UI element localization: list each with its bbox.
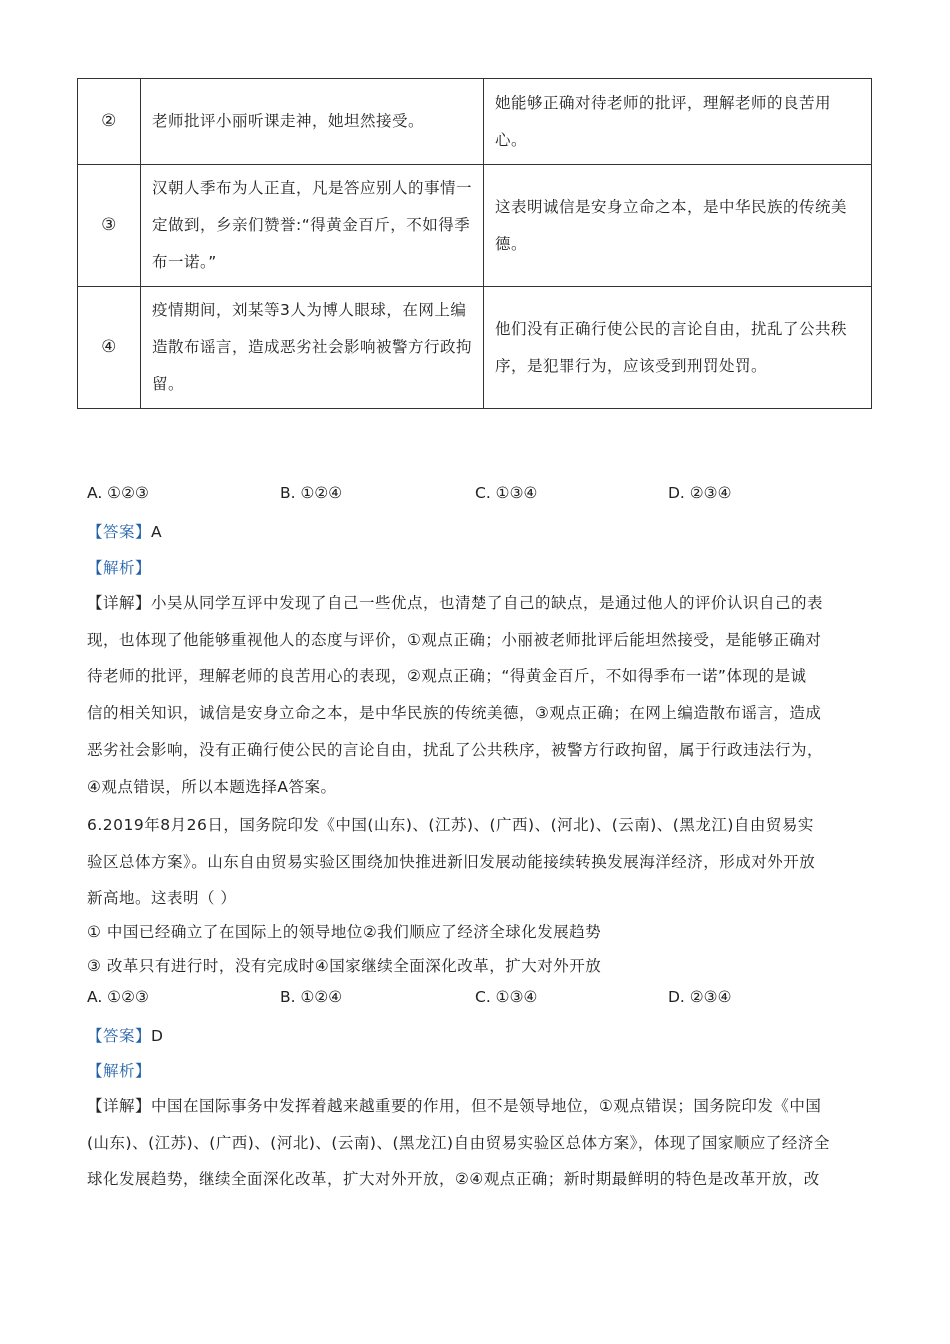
q6-option-d: D. ②③④ (668, 988, 732, 1006)
q6-option-a: A. ①②③ (87, 988, 149, 1006)
row-number: ③ (78, 165, 141, 287)
q6-stem-line: 新高地。这表明（ ） (87, 889, 237, 907)
q5-detail-line: 待老师的批评，理解老师的良苦用心的表现，②观点正确；“得黄金百斤，不如得季布一诺”体现的是诚 (87, 667, 807, 685)
view-cell: 她能够正确对待老师的批评，理解老师的良苦用心。 (484, 79, 872, 165)
table-row (78, 165, 872, 287)
q5-detail-line: 信的相关知识，诚信是安身立命之本，是中华民族的传统美德，③观点正确；在网上编造散布谣言，造成 (87, 704, 822, 722)
question-5-table (77, 78, 872, 409)
answer-value: D (151, 1027, 164, 1045)
q6-statement: ③ 改革只有进行时，没有完成时④国家继续全面深化改革，扩大对外开放 (87, 957, 602, 975)
q6-analysis-label: 【解析】 (87, 1062, 152, 1080)
row-number: ④ (78, 287, 141, 409)
view-cell: 这表明诚信是安身立命之本，是中华民族的传统美德。 (484, 165, 872, 287)
q5-detail-line: 【详解】小吴从同学互评中发现了自己一些优点，也清楚了自己的缺点，是通过他人的评价认识自己的表 (87, 594, 824, 612)
q6-option-b: B. ①②④ (280, 988, 343, 1006)
q5-detail-line: ④观点错误，所以本题选择A答案。 (87, 778, 337, 796)
answer-value: A (151, 523, 163, 541)
detail-label: 【详解】 (87, 594, 152, 612)
detail-label: 【详解】 (87, 1097, 152, 1115)
q5-answer (87, 520, 162, 542)
row-number: ② (78, 79, 141, 165)
table-row (78, 287, 872, 409)
table-row (78, 79, 872, 165)
q5-analysis-label: 【解析】 (87, 559, 152, 577)
answer-label: 【答案】 (87, 523, 152, 541)
q6-detail-line: (山东)、(江苏)、(广西)、(河北)、(云南)、(黑龙江)自由贸易实验区总体方案》，体现了国家顺应了经济全 (87, 1134, 830, 1152)
q6-detail-line: 【详解】中国在国际事务中发挥着越来越重要的作用，但不是领导地位，①观点错误；国务院印发《中国 (87, 1097, 822, 1115)
q6-detail-line: 球化发展趋势，继续全面深化改革，扩大对外开放，②④观点正确；新时期最鲜明的特色是改革开放，改 (87, 1170, 820, 1188)
q6-stem-line: 6.2019年8月26日，国务院印发《中国(山东)、(江苏)、(广西)、(河北)、(云南)、(黑龙江)自由贸易实 (87, 816, 814, 834)
q6-answer (87, 1024, 163, 1046)
view-cell: 他们没有正确行使公民的言论自由，扰乱了公共秩序，是犯罪行为，应该受到刑罚处罚。 (484, 287, 872, 409)
event-cell: 疫情期间，刘某等3人为博人眼球，在网上编造散布谣言，造成恶劣社会影响被警方行政拘留。 (141, 287, 484, 409)
answer-label: 【答案】 (87, 1027, 152, 1045)
q5-option-d: D. ②③④ (668, 484, 732, 502)
q5-detail-line: 恶劣社会影响，没有正确行使公民的言论自由，扰乱了公共秩序，被警方行政拘留，属于行政违法行为， (87, 741, 824, 759)
q6-option-c: C. ①③④ (475, 988, 538, 1006)
q5-option-a: A. ①②③ (87, 484, 149, 502)
q5-detail-line: 现，也体现了他能够重视他人的态度与评价，①观点正确；小丽被老师批评后能坦然接受，是能够正确对 (87, 631, 822, 649)
q6-stem-line: 验区总体方案》。山东自由贸易实验区围绕加快推进新旧发展动能接续转换发展海洋经济，形成对外开放 (87, 853, 816, 871)
event-cell: 老师批评小丽听课走神，她坦然接受。 (141, 79, 484, 165)
event-cell: 汉朝人季布为人正直，凡是答应别人的事情一定做到，乡亲们赞誉:“得黄金百斤，不如得季布一诺。” (141, 165, 484, 287)
q6-statement: ① 中国已经确立了在国际上的领导地位②我们顺应了经济全球化发展趋势 (87, 923, 602, 941)
q5-option-b: B. ①②④ (280, 484, 343, 502)
q5-option-c: C. ①③④ (475, 484, 538, 502)
